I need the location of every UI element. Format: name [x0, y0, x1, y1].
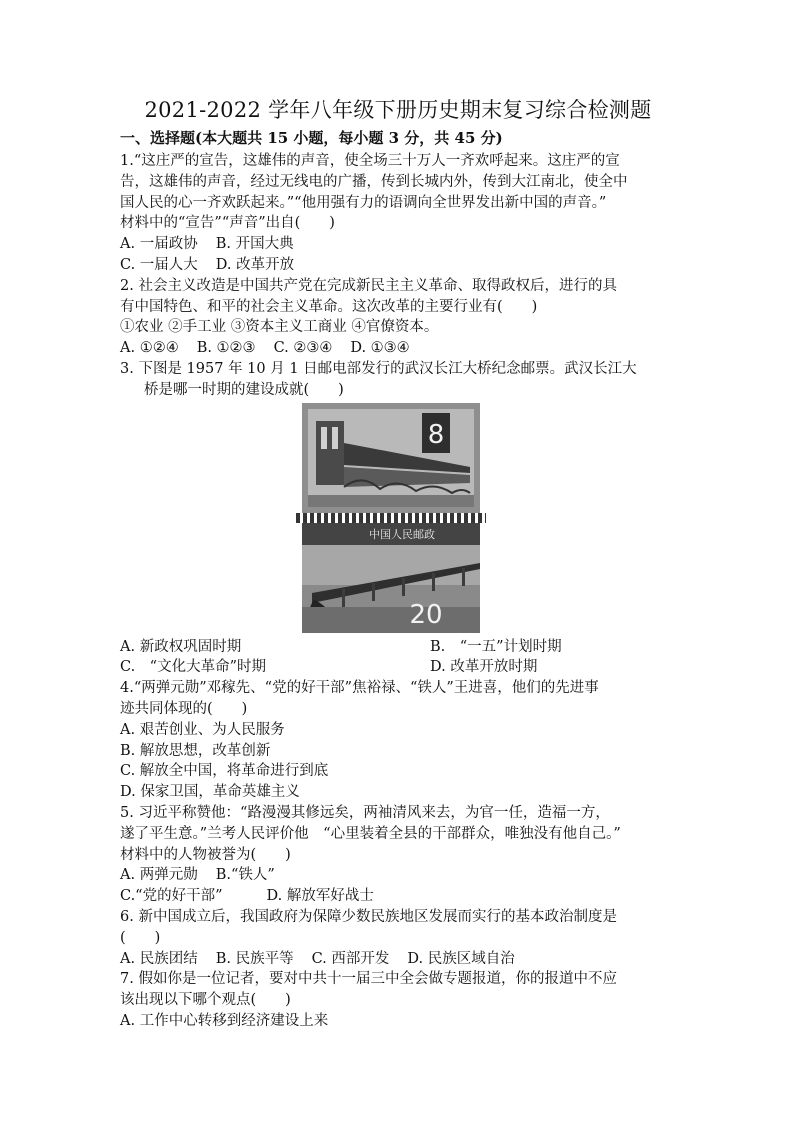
option-b: B. 解放思想，改革创新 — [120, 742, 271, 759]
option-d: D. 民族区域自治 — [407, 950, 515, 967]
option-c: C.“党的好干部” — [120, 888, 223, 905]
stamp-bottom — [302, 523, 480, 633]
option-d: D. 解放军好战士 — [266, 888, 374, 905]
question-7 — [120, 969, 680, 1031]
option-c: C. ②③④ — [273, 340, 333, 357]
question-2 — [120, 276, 680, 359]
option-b: B. 开国大典 — [215, 236, 294, 253]
options-row — [120, 255, 680, 276]
option-a: A. 艰苦创业、为人民服务 — [120, 721, 285, 738]
options-row — [120, 865, 680, 886]
option-d: D. 改革开放 — [215, 256, 295, 273]
options-row — [120, 338, 680, 359]
question-6 — [120, 907, 680, 969]
option-b: B. ①②③ — [196, 340, 256, 357]
bridge-stamps-image — [302, 403, 480, 633]
option-a: A. 民族团结 — [120, 950, 198, 967]
options-row — [120, 637, 680, 658]
question-text: ( ) — [120, 929, 161, 946]
question-1 — [120, 151, 680, 276]
stamp-top — [302, 403, 480, 513]
question-text: 迹共同体现的( ) — [120, 700, 248, 717]
exam-page — [120, 96, 680, 1032]
option-a: A. 工作中心转移到经济建设上来 — [120, 1012, 329, 1029]
stamp-value-top: 8 — [427, 419, 445, 450]
question-text: 遂了平生意。”兰考人民评价他 “心里装着全县的干部群众，唯独没有他自己。” — [120, 825, 621, 842]
stamp-caption: 中国人民邮政 — [369, 527, 435, 541]
option-b: B.“铁人” — [215, 867, 275, 884]
question-text: 4.“两弹元勋”邓稼先、“党的好干部”焦裕禄、“铁人”王进喜，他们的先进事 — [120, 680, 599, 697]
option-b: B. 民族平等 — [215, 950, 294, 967]
question-5 — [120, 803, 680, 907]
option-b: B. “一五”计划时期 — [430, 638, 562, 655]
question-text: 该出现以下哪个观点( ) — [120, 992, 291, 1009]
options-row — [120, 234, 680, 255]
option-a: A. 两弹元勋 — [120, 867, 198, 884]
option-a: A. 一届政协 — [120, 236, 198, 253]
option-d: D. ①③④ — [350, 340, 410, 357]
question-text: 国人民的心一齐欢跃起来。”“他用强有力的语调向全世界发出新中国的声音。” — [120, 194, 607, 211]
question-text: 材料中的人物被誉为( ) — [120, 846, 291, 863]
option-a: A. 新政权巩固时期 — [120, 638, 242, 655]
question-text: 有中国特色、和平的社会主义革命。这次改革的主要行业有( ) — [120, 298, 538, 315]
question-text: 3. 下图是 1957 年 10 月 1 日邮电部发行的武汉长江大桥纪念邮票。武汉长江大 — [120, 360, 637, 377]
option-c: C. 一届人大 — [120, 256, 198, 273]
question-3 — [120, 359, 680, 678]
option-c: C. 西部开发 — [311, 950, 390, 967]
option-d: D. 改革开放时期 — [430, 659, 538, 676]
option-d: D. 保家卫国，革命英雄主义 — [120, 784, 300, 801]
page-title: 2021-2022 学年八年级下册历史期末复习综合检测题 — [144, 98, 652, 122]
question-4 — [120, 678, 680, 803]
question-text: 告，这雄伟的声音，经过无线电的广播，传到长城内外，传到大江南北，使全中 — [120, 173, 628, 190]
question-text: ①农业 ②手工业 ③资本主义工商业 ④官僚资本。 — [120, 319, 439, 336]
question-text: 桥是哪一时期的建设成就( ) — [144, 381, 344, 398]
question-text: 材料中的“宣告”“声音”出自( ) — [120, 215, 335, 232]
options-row — [120, 949, 680, 970]
stamp-value-bottom: 20 — [409, 599, 443, 630]
option-c: C. “文化大革命”时期 — [120, 659, 267, 676]
question-text: 1.“这庄严的宣告，这雄伟的声音，使全场三十万人一齐欢呼起来。这庄严的宣 — [120, 153, 620, 169]
question-text: 2. 社会主义改造是中国共产党在完成新民主主义革命、取得政权后，进行的具 — [120, 277, 617, 294]
options-row — [120, 886, 680, 907]
option-c: C. 解放全中国，将革命进行到底 — [120, 763, 329, 780]
option-a: A. ①②④ — [120, 340, 179, 357]
stamp-perforation — [296, 513, 486, 523]
question-text: 5. 习近平称赞他：“路漫漫其修远矣，两袖清风来去，为官一任，造福一方， — [120, 804, 610, 821]
options-row — [120, 657, 680, 678]
question-text: 7. 假如你是一位记者，要对中共十一届三中全会做专题报道，你的报道中不应 — [120, 971, 617, 988]
section-heading: 一、选择题(本大题共 15 小题，每小题 3 分，共 45 分) — [120, 129, 503, 147]
question-text: 6. 新中国成立后，我国政府为保障少数民族地区发展而实行的基本政治制度是 — [120, 908, 617, 925]
